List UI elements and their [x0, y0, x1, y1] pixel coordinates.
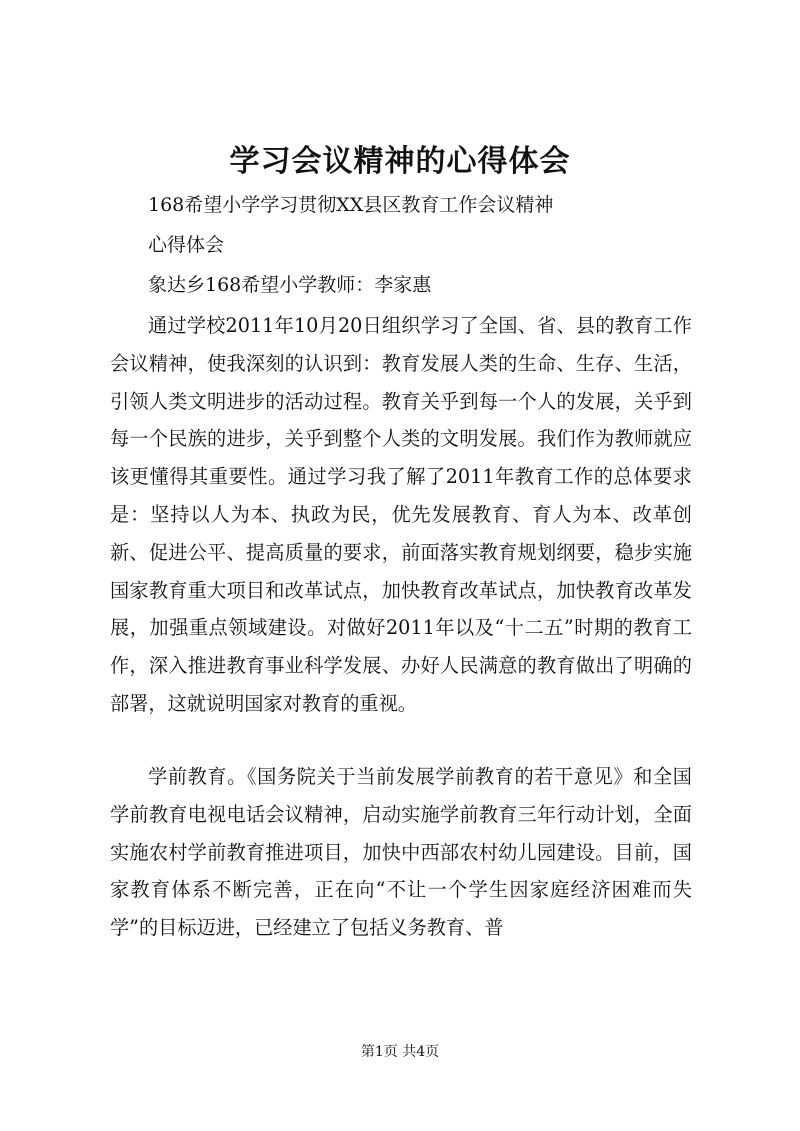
author-line: 象达乡168希望小学教师：李家惠: [148, 274, 432, 296]
page-footer: 第1页 共4页: [360, 1044, 440, 1060]
body-paragraph-1: 通过学校2011年10月20日组织学习了全国、省、县的教育工作会议精神，使我深刻的认识到：教育发展人类的生命、生存、生活，引领人类文明进步的活动过程。教育关乎到每一个人的发展，关乎到每一个民族的进步，关乎到整个人类的文明发展。我们作为教师就应该更懂得其重要性。通过学习我了解了2011年教育工作的总体要求是：坚持以人为本、执政为民，优先发展教育、育人为本、改革创新、促进公平、提高质量的要求，前面落实教育规划纲要，稳步实施国家教育重大项目和改革试点，加快教育改革试点，加快教育改革发展，加强重点领域建设。对做好2011年以及“十二五”时期的教育工作，深入推进教育事业科学发展、办好人民满意的教育做出了明确的部署，这就说明国家对教育的重视。: [110, 314, 692, 715]
subtitle-line-2: 心得体会: [148, 234, 225, 256]
document-title: 学习会议精神的心得体会: [229, 144, 571, 179]
subtitle-line-1: 168希望小学学习贯彻XX县区教育工作会议精神: [148, 194, 554, 216]
body-paragraph-2: 学前教育。《国务院关于当前发展学前教育的若干意见》和全国学前教育电视电话会议精神，启动实施学前教育三年行动计划，全面实施农村学前教育推进项目，加快中西部农村幼儿园建设。目前，国家教育体系不断完善，正在向“不让一个学生因家庭经济困难而失学”的目标迈进，已经建立了包括义务教育、普: [110, 765, 692, 940]
